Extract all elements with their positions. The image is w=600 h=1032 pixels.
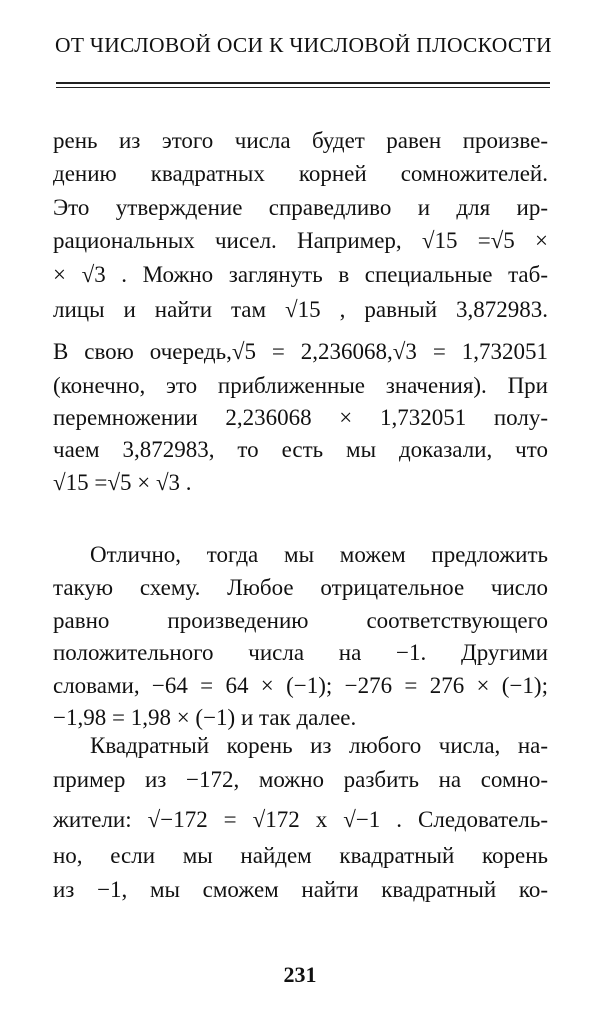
text-line: положительного числа на −1. Другими <box>53 640 548 665</box>
text-line: −1,98 = 1,98 × (−1) и так далее. <box>53 705 357 730</box>
text-line: перемножении 2,236068 × 1,732051 полу- <box>53 405 548 430</box>
text-line: чаем 3,872983, то есть мы доказали, что <box>53 437 548 462</box>
page-number: 231 <box>283 962 317 987</box>
text-line: из −1, мы сможем найти квадратный ко- <box>53 877 548 902</box>
text-line: Отлично, тогда мы можем предложить <box>90 542 548 567</box>
text-line: рациональных чисел. Например, √15 =√5 × <box>53 228 548 253</box>
text-line: √15 =√5 × √3 . <box>53 470 192 495</box>
text-line: Это утверждение справедливо и для ир- <box>53 195 548 220</box>
text-line: такую схему. Любое отрицательное число <box>53 575 548 600</box>
text-line: жители: √−172 = √172 x √−1 . Следователь- <box>53 807 548 832</box>
text-line: но, если мы найдем квадратный корень <box>53 843 548 868</box>
text-line: В свою очередь,√5 = 2,236068,√3 = 1,732051 <box>53 339 548 364</box>
text-line: рень из этого числа будет равен произве- <box>53 128 548 153</box>
text-line: лицы и найти там √15 , равный 3,872983. <box>53 297 548 322</box>
text-line: словами, −64 = 64 × (−1); −276 = 276 × (−1); <box>53 673 548 698</box>
text-line: дению квадратных корней сомножителей. <box>53 161 548 186</box>
text-line: равно произведению соответствующего <box>53 608 548 633</box>
text-line: Квадратный корень из любого числа, на- <box>90 733 548 758</box>
text-line: пример из −172, можно разбить на сомно- <box>53 767 548 792</box>
running-header: ОТ ЧИСЛОВОЙ ОСИ К ЧИСЛОВОЙ ПЛОСКОСТИ <box>55 33 552 57</box>
text-line: (конечно, это приближенные значения). При <box>53 373 548 398</box>
header-rule <box>56 87 550 88</box>
header-rule <box>56 82 550 84</box>
text-line: × √3 . Можно заглянуть в специальные таб- <box>53 262 548 287</box>
